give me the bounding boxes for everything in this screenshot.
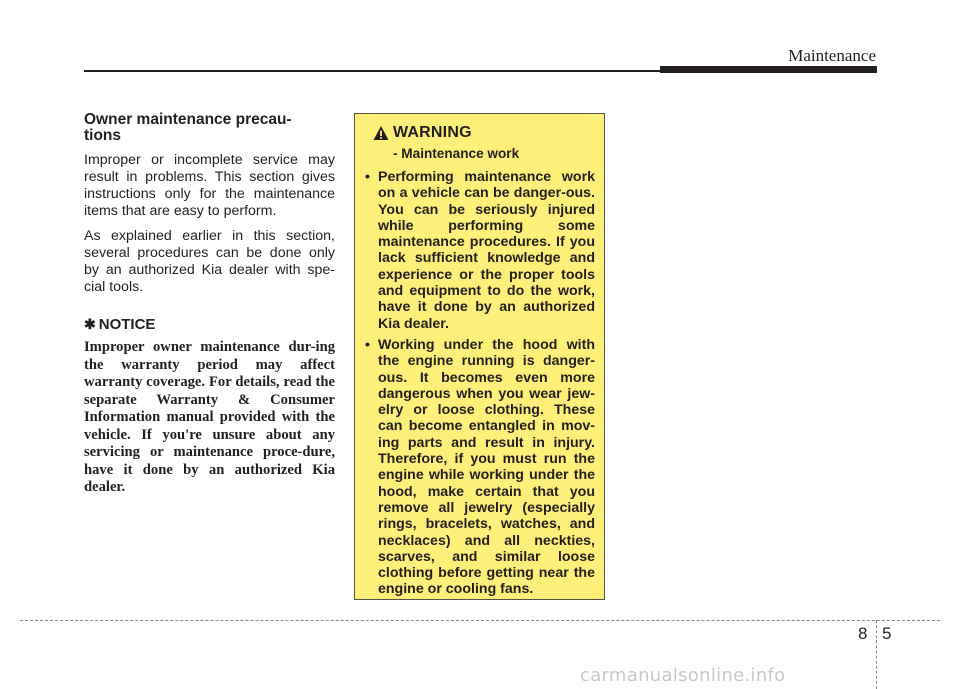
- warning-item-text: Performing maintenance work on a vehicle can be danger-ous. You can be seriously injured while performing some maintenance procedures. If you lack sufficient knowledge and experience or the proper tools and equipment to do the work, have it done by an authorized Kia dealer.: [378, 169, 595, 332]
- warning-item-text: Working under the hood with the engine running is danger-ous. It becomes even more dangerous when you wear jew-elry or loose clothing. These can become entangled in mov-ing parts and result in injury. Therefore, if you must run the engine while working under the hood, make certain that you remove all jewelry (especially rings, bracelets, watches, and necklaces) and all neckties, scarves, and similar loose clothing before getting near the engine or cooling fans.: [378, 336, 595, 598]
- left-column: [84, 112, 335, 497]
- warning-box: [354, 113, 605, 600]
- warning-item: [365, 337, 595, 598]
- notice-label: NOTICE: [98, 316, 156, 333]
- header-title: Maintenance: [788, 46, 876, 65]
- watermark: carmanualsonline.info: [580, 665, 786, 686]
- warning-title: WARNING: [393, 124, 472, 141]
- page-chapter: 8: [858, 624, 868, 643]
- warning-heading: [365, 124, 595, 142]
- bullet: •: [365, 169, 370, 185]
- paragraph-2: As explained earlier in this section, several procedures can be done only by an authorized Kia dealer with spe-cial tools.: [84, 228, 335, 295]
- warning-item: [365, 169, 595, 332]
- bullet: •: [365, 336, 370, 353]
- warning-triangle-icon: [373, 125, 389, 141]
- header-rule-thick: [660, 66, 877, 73]
- notice-heading: [84, 316, 335, 333]
- header-rule-thin: [84, 70, 664, 72]
- warning-subtitle: - Maintenance work: [393, 146, 520, 161]
- page-number: 5: [882, 624, 892, 643]
- paragraph-1: Improper or incomplete service may result in problems. This section gives instructions only for the maintenance items that are easy to perform.: [84, 152, 335, 219]
- notice-body: Improper owner maintenance dur-ing the warranty period may affect warranty coverage. For details, read the separate Warranty & Consumer Information manual provided with the vehicle. If you're unsure about any servicing or maintenance proce-dure, have it done by an authorized Kia dealer.: [84, 339, 335, 495]
- footer-dashed-rule: [20, 620, 940, 621]
- asterisk-cross-icon: ✱: [84, 316, 96, 332]
- footer-divider: [876, 620, 877, 689]
- section-title: Owner maintenance precau- tions: [84, 111, 292, 144]
